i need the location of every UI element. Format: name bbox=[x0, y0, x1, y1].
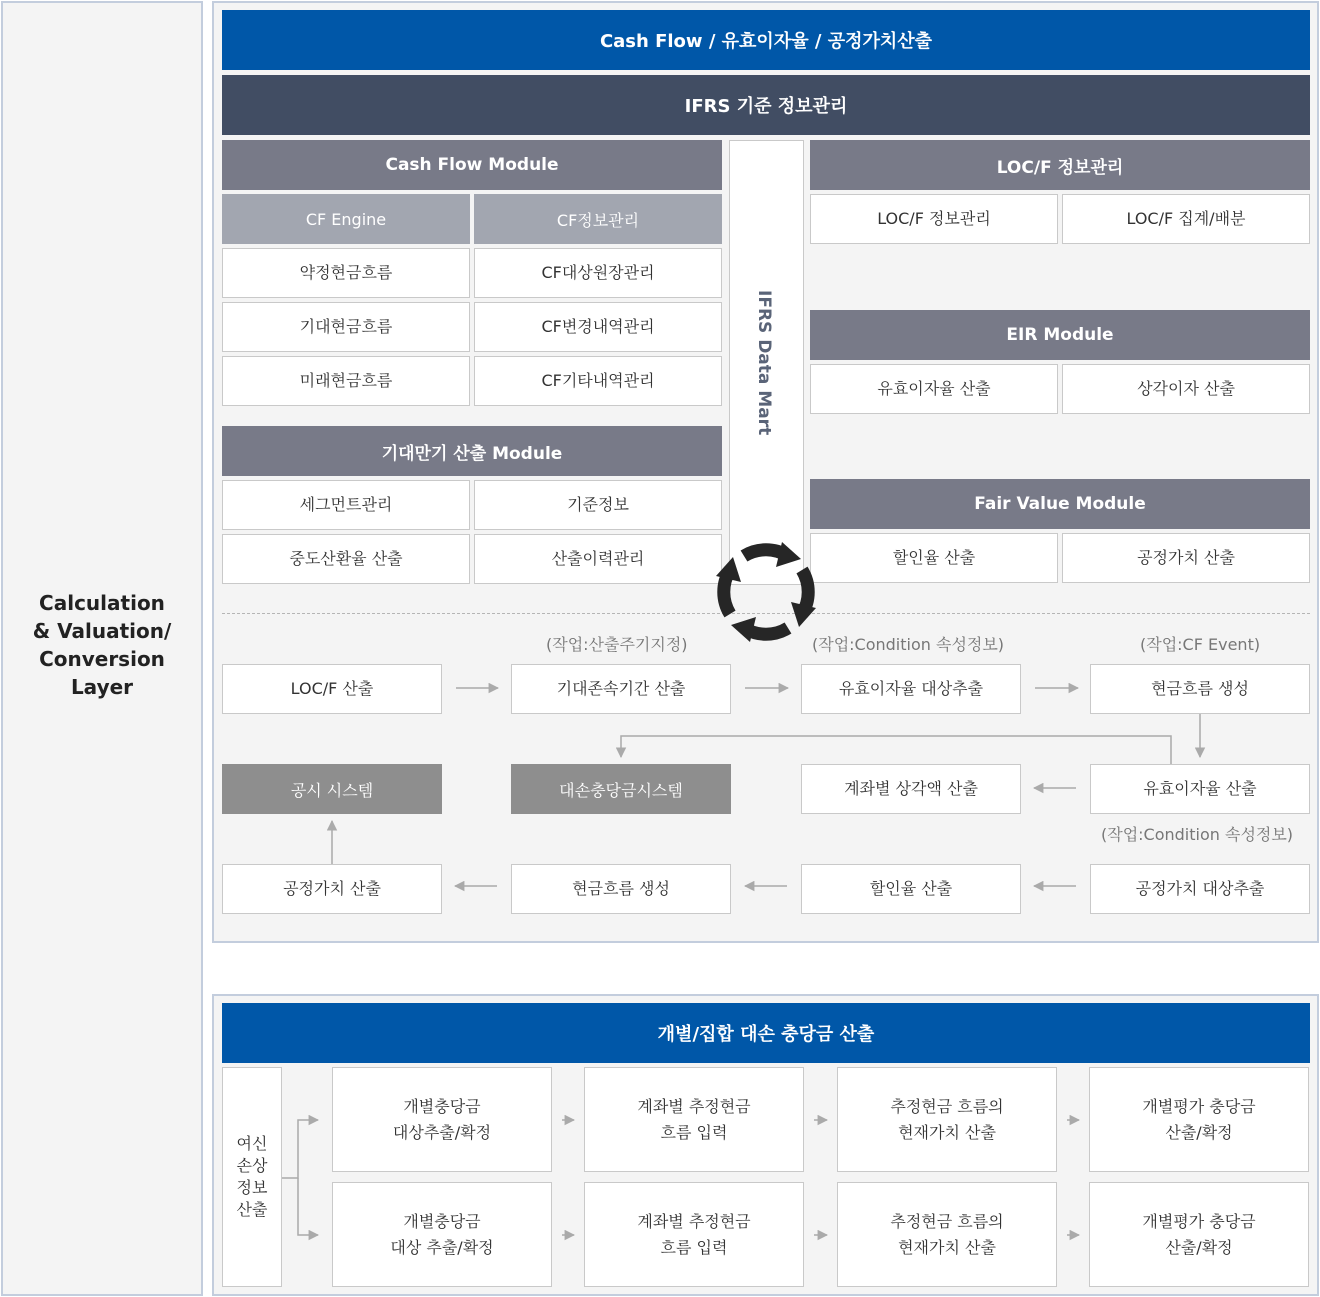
allowance-step: 개별충당금 대상 추출/확정 bbox=[332, 1182, 552, 1287]
cf-info-item: CF기타내역관리 bbox=[474, 356, 722, 406]
fair-value-item: 할인율 산출 bbox=[810, 533, 1058, 583]
disclosure-system: 공시 시스템 bbox=[222, 764, 442, 814]
maturity-module-title: 기대만기 산출 Module bbox=[222, 426, 722, 476]
maturity-item: 기준정보 bbox=[474, 480, 722, 530]
maturity-item: 중도산환율 산출 bbox=[222, 534, 470, 584]
locf-module-title: LOC/F 정보관리 bbox=[810, 140, 1310, 190]
ifrs-data-mart-label: IFRS Data Mart bbox=[754, 290, 774, 436]
cf-info-item: CF대상원장관리 bbox=[474, 248, 722, 298]
cf-engine-item: 약정현금흐름 bbox=[222, 248, 470, 298]
fair-value-item: 공정가치 산출 bbox=[1062, 533, 1310, 583]
eir-module-title: EIR Module bbox=[810, 310, 1310, 360]
allowance-step: 추정현금 흐름의 현재가치 산출 bbox=[837, 1067, 1057, 1172]
arrow-connector bbox=[621, 736, 1171, 764]
flow-step: LOC/F 산출 bbox=[222, 664, 442, 714]
flow-step: 계좌별 상각액 산출 bbox=[801, 764, 1021, 814]
ifrs-info-header: IFRS 기준 정보관리 bbox=[222, 75, 1310, 135]
flow-step: 공정가치 산출 bbox=[222, 864, 442, 914]
eir-item: 상각이자 산출 bbox=[1062, 364, 1310, 414]
locf-item: LOC/F 정보관리 bbox=[810, 194, 1058, 244]
flow-step: 현금흐름 생성 bbox=[1090, 664, 1310, 714]
maturity-item: 세그먼트관리 bbox=[222, 480, 470, 530]
allowance-step: 개별평가 충당금 산출/확정 bbox=[1089, 1067, 1309, 1172]
impairment-source: 여신 손상 정보 산출 bbox=[222, 1067, 282, 1287]
cf-info-item: CF변경내역관리 bbox=[474, 302, 722, 352]
allowance-step: 계좌별 추정현금 흐름 입력 bbox=[584, 1067, 804, 1172]
eir-item: 유효이자율 산출 bbox=[810, 364, 1058, 414]
cf-engine-header: CF Engine bbox=[222, 194, 470, 244]
allowance-step: 계좌별 추정현금 흐름 입력 bbox=[584, 1182, 804, 1287]
flow-step: 유효이자율 산출 bbox=[1090, 764, 1310, 814]
flow-note: (작업:CF Event) bbox=[1140, 635, 1261, 654]
allowance-step: 개별평가 충당금 산출/확정 bbox=[1089, 1182, 1309, 1287]
flow-step: 할인율 산출 bbox=[801, 864, 1021, 914]
allowance-header: 개별/집합 대손 충당금 산출 bbox=[222, 1003, 1310, 1063]
arrow-branch bbox=[282, 1120, 318, 1178]
flow-step: 유효이자율 대상추출 bbox=[801, 664, 1021, 714]
allowance-system: 대손충당금시스템 bbox=[511, 764, 731, 814]
flow-step: 공정가치 대상추출 bbox=[1090, 864, 1310, 914]
cash-flow-module-title: Cash Flow Module bbox=[222, 140, 722, 190]
layer-label: Calculation & Valuation/ Conversion Layer bbox=[32, 591, 172, 699]
cf-info-header: CF정보관리 bbox=[474, 194, 722, 244]
allowance-step: 개별충당금 대상추출/확정 bbox=[332, 1067, 552, 1172]
flow-step: 기대존속기간 산출 bbox=[511, 664, 731, 714]
allowance-step: 추정현금 흐름의 현재가치 산출 bbox=[837, 1182, 1057, 1287]
fair-value-module-title: Fair Value Module bbox=[810, 479, 1310, 529]
maturity-item: 산출이력관리 bbox=[474, 534, 722, 584]
cf-engine-item: 기대현금흐름 bbox=[222, 302, 470, 352]
flow-note: (작업:Condition 속성정보) bbox=[812, 635, 1005, 654]
cf-engine-item: 미래현금흐름 bbox=[222, 356, 470, 406]
flow-note: (작업:산출주기지정) bbox=[546, 635, 688, 654]
flow-step: 현금흐름 생성 bbox=[511, 864, 731, 914]
cashflow-eir-fairvalue-header: Cash Flow / 유효이자율 / 공정가치산출 bbox=[222, 10, 1310, 70]
locf-item: LOC/F 집계/배분 bbox=[1062, 194, 1310, 244]
arrow-branch bbox=[298, 1178, 318, 1235]
flow-note: (작업:Condition 속성정보) bbox=[1101, 825, 1294, 844]
